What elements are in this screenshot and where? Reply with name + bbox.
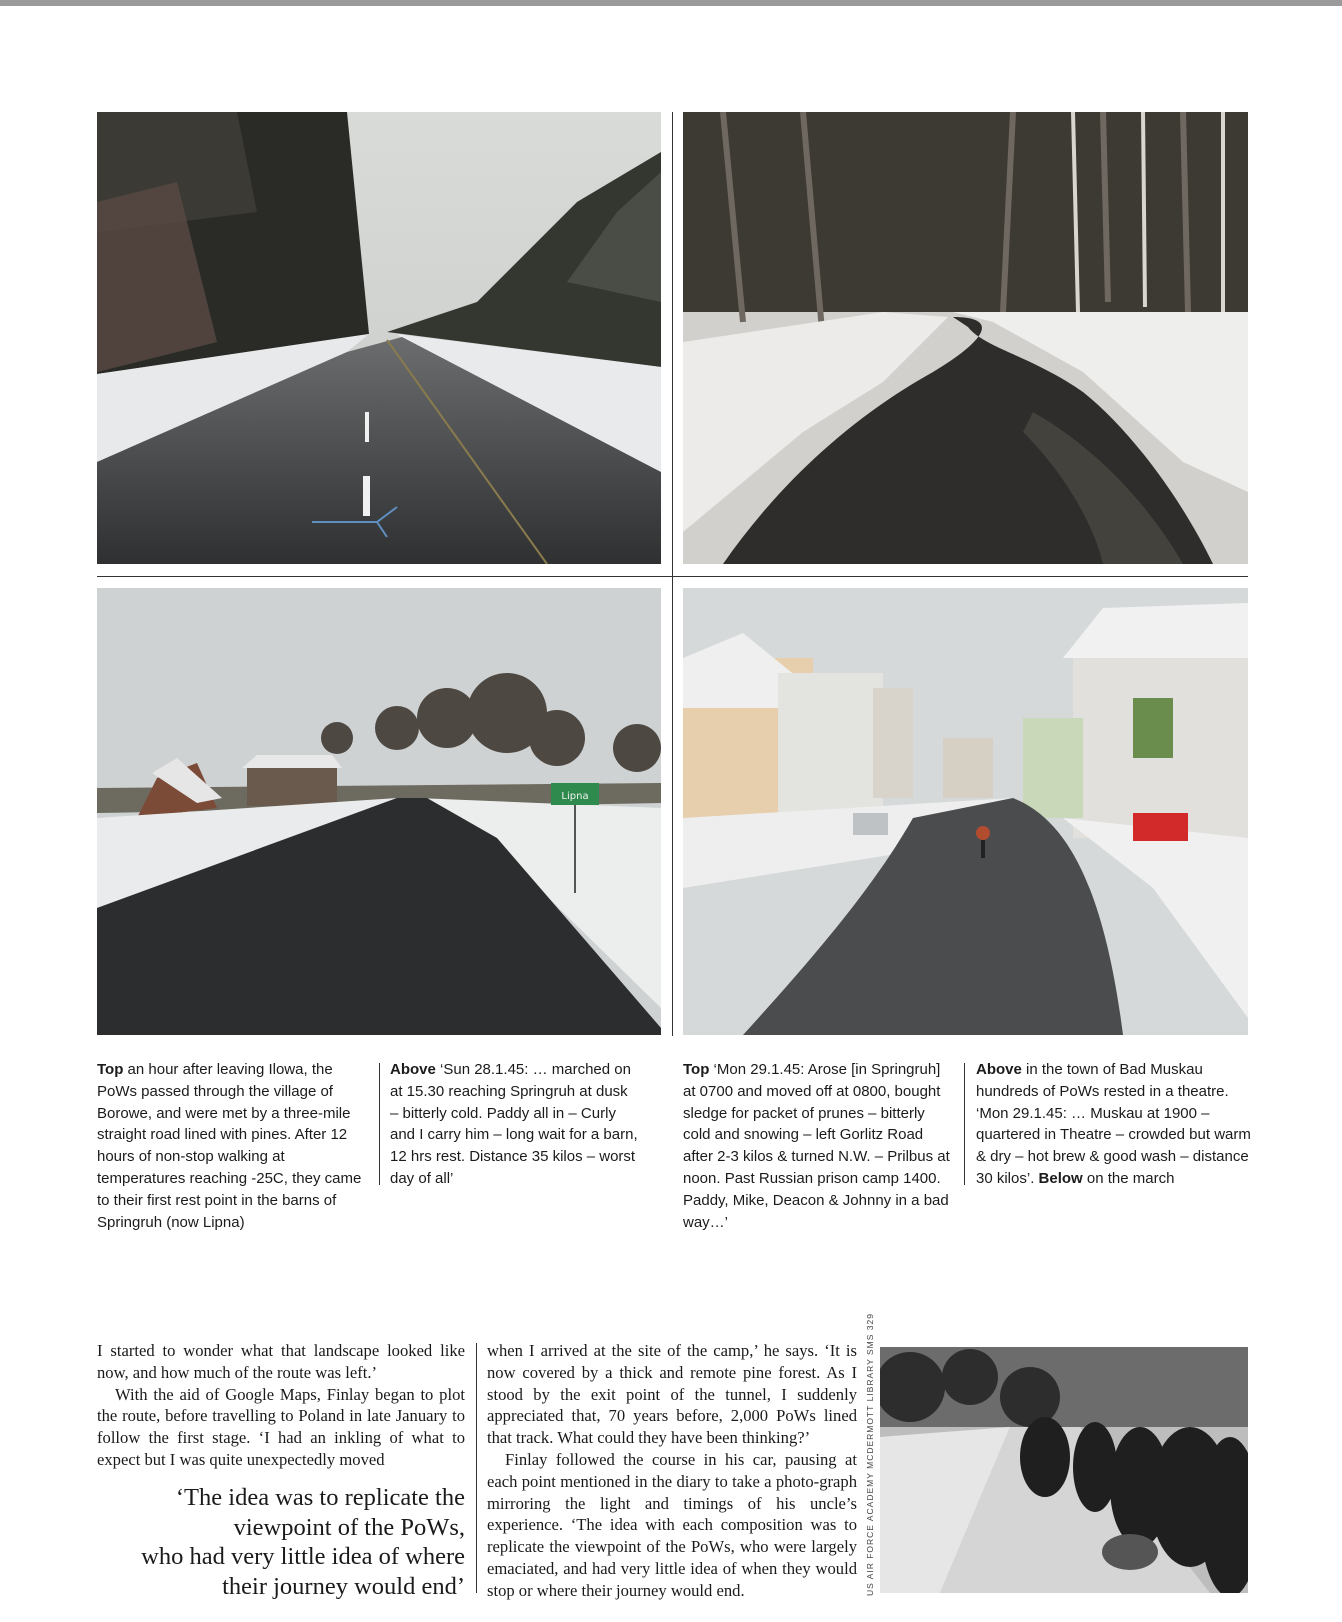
caption-lead: Top (97, 1061, 124, 1078)
caption-lead: Above (976, 1061, 1022, 1078)
photo-grid-horizontal-rule (97, 576, 1248, 577)
caption-text: in the town of Bad Muskau hundreds of PoWs rested in a theatre. ‘Mon 29.1.45: … Muskau at 1900 – quartered in Theatre – crowded but warm & dry – hot brew & good wash – distance 30 kilos’. (976, 1061, 1251, 1187)
top-border (0, 0, 1342, 6)
caption-text: ‘Sun 28.1.45: … marched on at 15.30 reaching Springruh at dusk – bitterly cold. Paddy all in – Curly and I carry him – long wait for a barn, 12 hrs rest. Distance 35 kilos – worst day of all’ (390, 1061, 638, 1187)
caption-separator (964, 1063, 965, 1185)
photo-winding-path (683, 112, 1248, 564)
photo-credit: US AIR FORCE ACADEMY MCDERMOTT LIBRARY SMS 329 (865, 1313, 875, 1596)
caption-lead: Top (683, 1061, 710, 1078)
pull-quote (97, 1483, 465, 1601)
column-separator (476, 1343, 477, 1593)
caption-lead: Above (390, 1061, 436, 1078)
lipna-sign-text: Lipna (561, 791, 589, 802)
pull-quote-line: viewpoint of the PoWs, (233, 1513, 465, 1541)
body-paragraph: when I arrived at the site of the camp,’ he says. ‘It is now covered by a thick and remote pine forest. As I stood by the exit point of the tunnel, I suddenly appreciated that, 70 years before, 2,000 PoWs lined that track. What could they have been thinking?’ (487, 1341, 857, 1448)
caption-lead-below: Below (1038, 1169, 1083, 1187)
photo-straight-road (97, 112, 661, 564)
body-column-2 (487, 1340, 857, 1602)
pull-quote-line: who had very little idea of where (141, 1543, 465, 1570)
photo-grid-vertical-rule (672, 112, 673, 1036)
caption-top-right (683, 1059, 953, 1233)
caption-text: on the march (1082, 1169, 1175, 1187)
body-paragraph: Finlay followed the course in his car, pausing at each point mentioned in the diary to take a photo-graph mirroring the light and timings of his uncle’s experience. ‘The idea with each composition was to replicate the viewpoint of the PoWs, who were largely emaciated, and had very little idea of when they would stop or where their journey would end. (487, 1449, 857, 1600)
caption-top-left (97, 1059, 367, 1233)
pull-quote-line: ‘The idea was to replicate the (175, 1484, 465, 1511)
photo-archive-march (880, 1347, 1248, 1593)
caption-text: ‘Mon 29.1.45: Arose [in Springruh] at 0700 and moved off at 0800, bought sledge for packet of prunes – bitterly cold and snowing – left Gorlitz Road after 2-3 kilos & turned N.W. – Prilbus at noon. Past Russian prison camp 1400. Paddy, Mike, Deacon & Johnny in a bad way…’ (683, 1061, 950, 1231)
body-column-1 (97, 1340, 465, 1471)
caption-separator (379, 1063, 380, 1185)
photo-lipna-road (97, 588, 661, 1035)
caption-bottom-left (390, 1059, 640, 1190)
photo-bad-muskau (683, 588, 1248, 1035)
caption-text: an hour after leaving Ilowa, the PoWs passed through the village of Borowe, and were met by a three-mile straight road lined with pines. After 12 hours of non-stop walking at temperatures reaching -25C, they came to their first rest point in the barns of Springruh (now Lipna) (97, 1061, 362, 1231)
body-paragraph: With the aid of Google Maps, Finlay began to plot the route, before travelling to Poland in late January to follow the first stage. ‘I had an inkling of what to expect but I was quite unexpectedly moved (97, 1384, 465, 1469)
body-paragraph: I started to wonder what that landscape looked like now, and how much of the route was left.’ (97, 1341, 465, 1382)
pull-quote-line: their journey would end’ (222, 1572, 465, 1600)
caption-bottom-right (976, 1059, 1252, 1190)
